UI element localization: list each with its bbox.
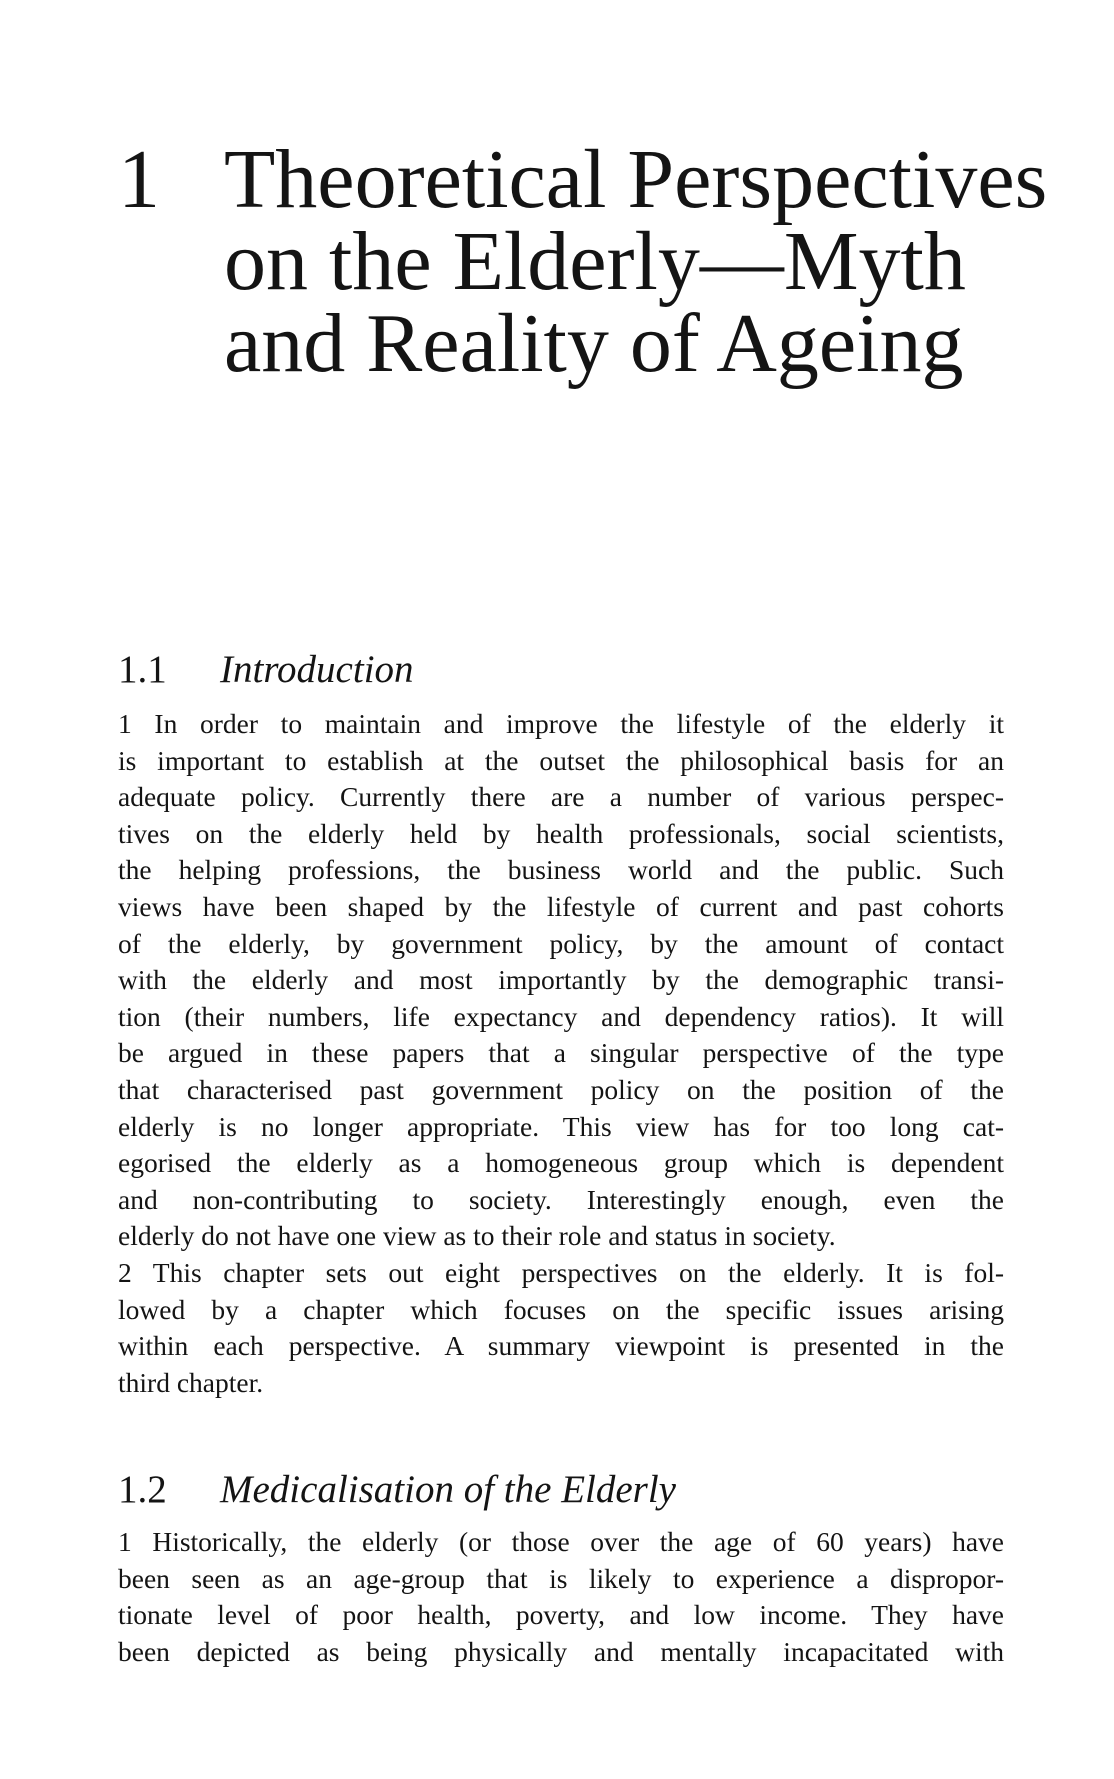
section-number: 1.2 [118,1468,167,1511]
section-title: Medicalisation of the Elderly [220,1468,676,1511]
chapter-number: 1 [118,133,160,226]
section-body-medicalisation [118,1524,1004,1670]
text-line: 1 Historically, the elderly (or those over the age of 60 years) have [118,1526,1004,1557]
text-line: that characterised past government policy on the position of the [118,1073,1004,1105]
section-heading-medicalisation [118,1468,676,1512]
text-line: with the elderly and most importantly by the demographic transi- [118,964,1004,996]
text-line: views have been shaped by the lifestyle of current and past cohorts [118,890,1004,922]
text-line: of the elderly, by government policy, by the amount of contact [118,927,1004,959]
text-line: tionate level of poor health, poverty, and low income. They have [118,1599,1004,1631]
text-line: the helping professions, the business world and the public. Such [118,854,1004,886]
section-heading-introduction [118,648,414,692]
text-line: tives on the elderly held by health professionals, social scientists, [118,817,1004,849]
chapter-title [224,133,1048,390]
section-title: Introduction [220,648,414,691]
text-line: 1 In order to maintain and improve the lifestyle of the elderly it [118,708,1004,739]
text-line: is important to establish at the outset the philosophical basis for an [118,744,1004,776]
chapter-title-line: on the Elderly—Myth [224,215,966,308]
text-line: egorised the elderly as a homogeneous group which is dependent [118,1147,1004,1179]
text-line: adequate policy. Currently there are a number of various perspec- [118,781,1004,813]
text-line: be argued in these papers that a singular perspective of the type [118,1037,1004,1069]
text-line: 2 This chapter sets out eight perspectives on the elderly. It is fol- [118,1256,1004,1288]
text-line: elderly is no longer appropriate. This view has for too long cat- [118,1110,1004,1142]
text-line: lowed by a chapter which focuses on the specific issues arising [118,1293,1004,1325]
text-line: within each perspective. A summary viewpoint is presented in the [118,1330,1004,1362]
text-line: tion (their numbers, life expectancy and dependency ratios). It will [118,1000,1004,1032]
text-line: been seen as an age-group that is likely to experience a dispropor- [118,1562,1004,1594]
text-line: and non-contributing to society. Interestingly enough, even the [118,1183,1004,1215]
section-body-introduction [118,706,1004,1401]
text-line: been depicted as being physically and mentally incapacitated with [118,1635,1004,1667]
chapter-title-line: Theoretical Perspectives [224,133,1048,226]
text-line: elderly do not have one view as to their role and status in society. [118,1220,836,1252]
chapter-title-line: and Reality of Ageing [224,297,964,390]
section-number: 1.1 [118,648,167,691]
text-line: third chapter. [118,1366,264,1398]
